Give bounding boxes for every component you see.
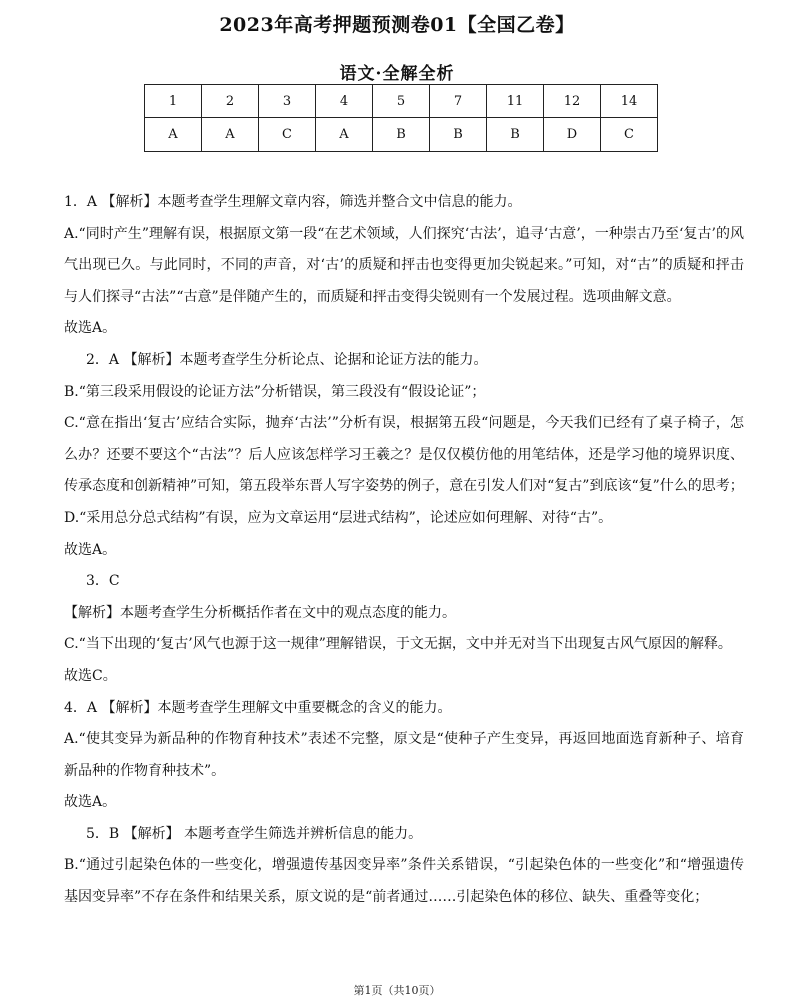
conclusion-line: 故选A。 [64, 320, 117, 337]
question-number-cell: 12 [544, 85, 601, 118]
answer-cell: A [145, 118, 202, 152]
question-number-cell: 3 [259, 85, 316, 118]
analysis-body [64, 187, 744, 914]
question-number-cell: 1 [145, 85, 202, 118]
page-subtitle: 语文·全解全析 [339, 64, 455, 84]
answer-cell: B [487, 118, 544, 152]
conclusion-line: 故选A。 [64, 541, 117, 558]
question-number-cell: 14 [601, 85, 658, 118]
answer-cell: A [316, 118, 373, 152]
answer-heading-q5: 5．B 【解析】 本题考查学生筛选并辨析信息的能力。 [86, 825, 423, 842]
answer-heading-q1: 1．A 【解析】本题考查学生理解文章内容，筛选并整合文中信息的能力。 [64, 194, 522, 210]
conclusion-line: 故选C。 [64, 667, 117, 684]
analysis-paragraph: D.“采用总分总式结构”有误，应为文章运用“层进式结构”，论述应如何理解、对待“古”。 [64, 509, 613, 526]
analysis-paragraph: C.“当下出现的‘复古’风气也源于这一规律”理解错误，于文无据，文中并无对当下出现复古风气原因的解释。 [64, 636, 732, 653]
answer-table [144, 84, 658, 152]
question-number-cell: 5 [373, 85, 430, 118]
analysis-paragraph: C.“意在指出‘复古’应结合实际，抛弃‘古法’”分析有误，根据第五段“问题是，今天我们已经有了桌子椅子，怎么办？还要不要这个“古法”？后人应该怎样学习王羲之？是仅仅模仿他的用笔结体，还是学习他的境界识度、传承态度和创新精神”可知，第五段举东晋人写字姿势的例子，意在引发人们对“复古”到底该“复”什么的思考； [64, 415, 744, 495]
question-number-row [145, 85, 658, 118]
question-number-cell: 11 [487, 85, 544, 118]
question-number-cell: 4 [316, 85, 373, 118]
conclusion-line: 故选A。 [64, 794, 117, 811]
analysis-paragraph: B.“通过引起染色体的一些变化，增强遗传基因变异率”条件关系错误，“引起染色体的一些变化”和“增强遗传基因变异率”不存在条件和结果关系，原文说的是“前者通过……引起染色体的移位、缺失、重叠等变化； [64, 857, 744, 906]
answer-row [145, 118, 658, 152]
analysis-paragraph: A.“同时产生”理解有误，根据原文第一段“在艺术领域，人们探究‘古法’，追寻‘古意’，一种崇古乃至‘复古’的风气出现已久。与此同时，不同的声音，对‘古’的质疑和抨击也变得更加尖锐起来。”可知，对“古”的质疑和抨击与人们探寻“古法”“古意”是伴随产生的，而质疑和抨击变得尖锐则有一个发展过程。选项曲解文意。 [64, 225, 744, 305]
page-footer: 第1页（共10页） [353, 984, 441, 997]
answer-heading-q2: 2．A 【解析】本题考查学生分析论点、论据和论证方法的能力。 [86, 351, 488, 368]
analysis-paragraph: B.“第三段采用假设的论证方法”分析错误，第三段没有“假设论证”； [64, 383, 486, 400]
question-number-cell: 2 [202, 85, 259, 118]
page-title: 2023年高考押题预测卷01【全国乙卷】 [219, 14, 575, 36]
answer-heading-q3: 3．C [86, 573, 120, 590]
answer-cell: B [430, 118, 487, 152]
answer-heading-q4: 4．A 【解析】本题考查学生理解文中重要概念的含义的能力。 [64, 699, 452, 716]
answer-cell: D [544, 118, 601, 152]
answer-cell: C [259, 118, 316, 152]
analysis-paragraph: 【解析】本题考查学生分析概括作者在文中的观点态度的能力。 [64, 604, 456, 621]
answer-cell: C [601, 118, 658, 152]
question-number-cell: 7 [430, 85, 487, 118]
analysis-paragraph: A.“使其变异为新品种的作物育种技术”表述不完整，原文是“使种子产生变异，再返回地面选育新种子、培育新品种的作物育种技术”。 [64, 731, 744, 779]
answer-cell: A [202, 118, 259, 152]
answer-cell: B [373, 118, 430, 152]
